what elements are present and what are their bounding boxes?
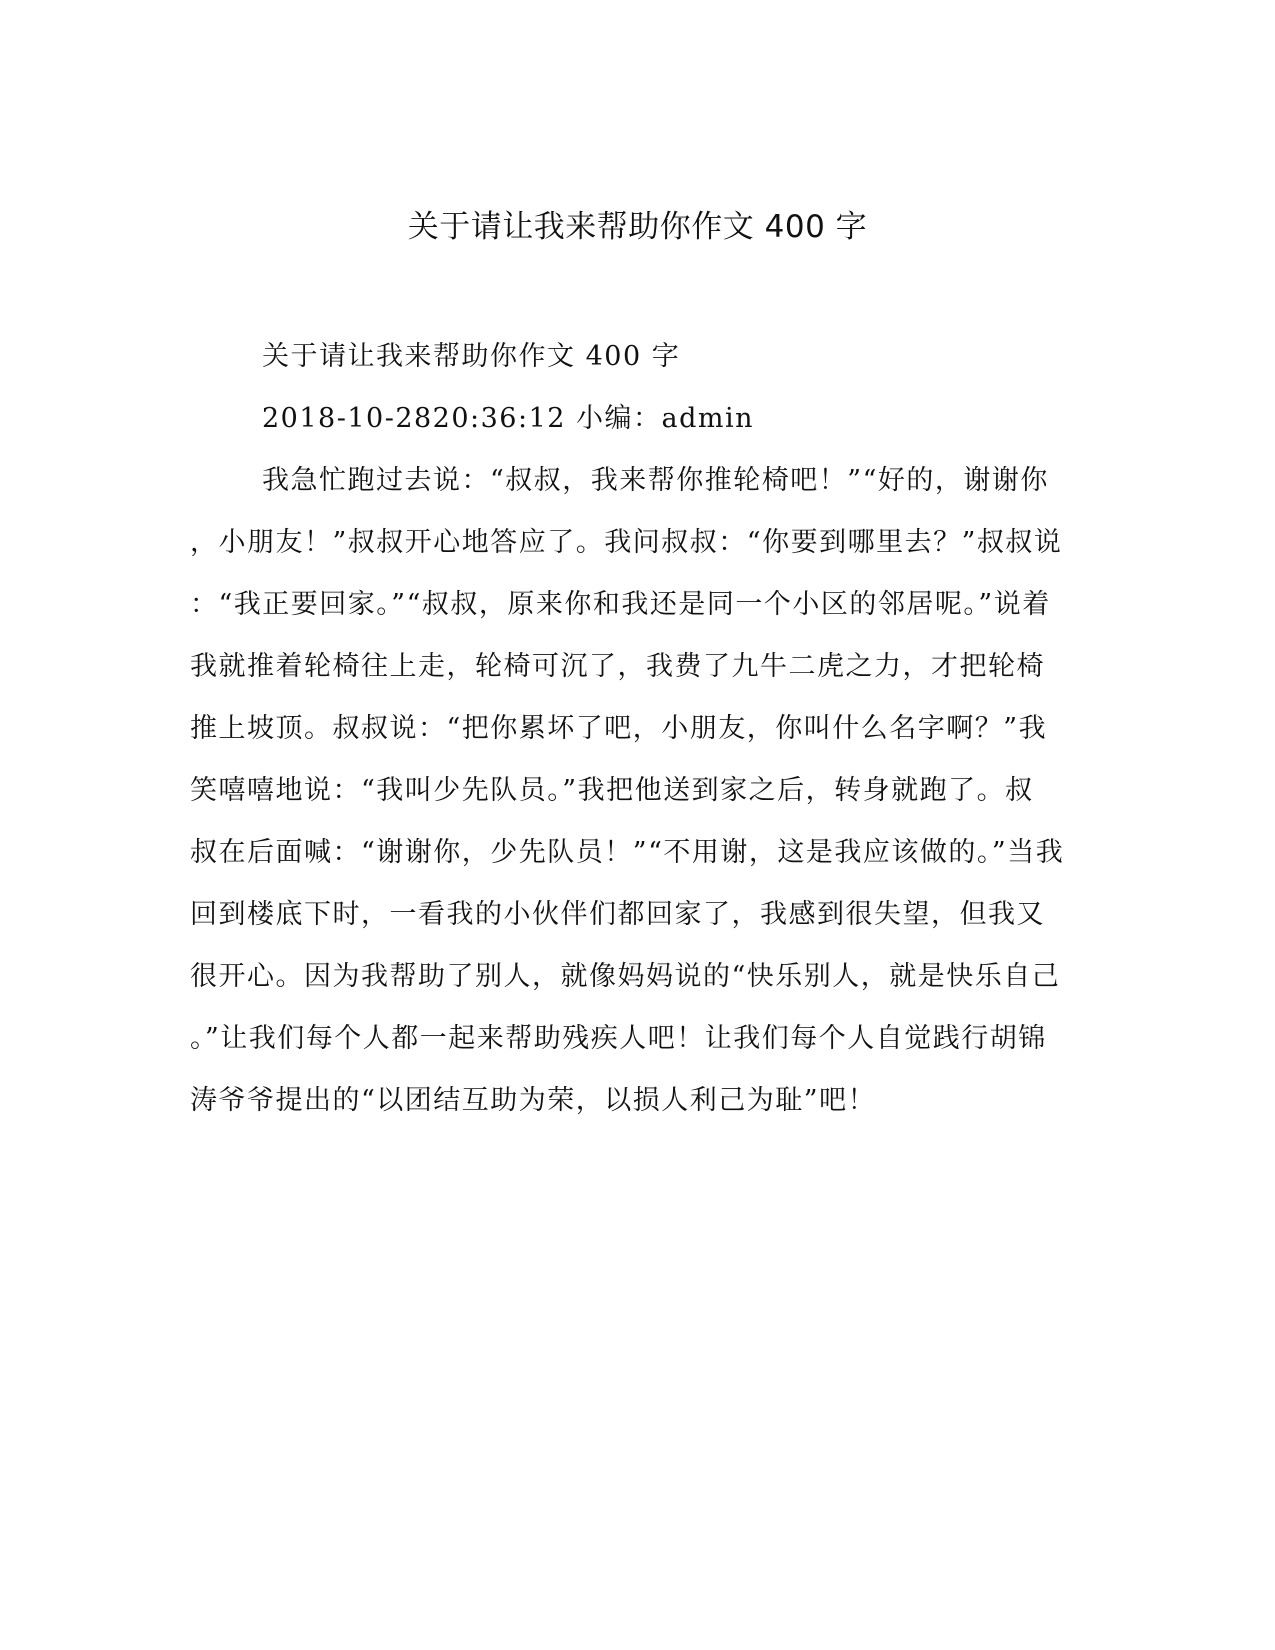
body-line: 很开心。因为我帮助了别人，就像妈妈说的“快乐别人，就是快乐自己	[190, 961, 1061, 992]
subtitle-line: 关于请让我来帮助你作文 400 字	[262, 341, 681, 372]
body-line: 我急忙跑过去说：“叔叔，我来帮你推轮椅吧！”“好的，谢谢你	[262, 465, 1049, 496]
body-line: 推上坡顶。叔叔说：“把你累坏了吧，小朋友，你叫什么名字啊？”我	[190, 713, 1048, 744]
body-line: 。”让我们每个人都一起来帮助残疾人吧！让我们每个人自觉践行胡锦	[190, 1023, 1047, 1054]
body-line: 涛爷爷提出的“以团结互助为荣，以损人利己为耻”吧！	[190, 1085, 877, 1116]
document-title: 关于请让我来帮助你作文 400 字	[407, 209, 868, 245]
body-line: ，小朋友！”叔叔开心地答应了。我问叔叔：“你要到哪里去？”叔叔说	[190, 527, 1063, 558]
body-line: 回到楼底下时，一看我的小伙伴们都回家了，我感到很失望，但我又	[190, 899, 1045, 930]
body-line: 笑嘻嘻地说：“我叫少先队员。”我把他送到家之后，转身就跑了。叔	[190, 775, 1034, 806]
body-line: ：“我正要回家。”“叔叔，原来你和我还是同一个小区的邻居呢。”说着	[190, 589, 1051, 620]
body-line: 叔在后面喊：“谢谢你，少先队员！”“不用谢，这是我应该做的。”当我	[190, 837, 1065, 868]
document-body	[190, 326, 1090, 1132]
body-line: 我就推着轮椅往上走，轮椅可沉了，我费了九牛二虎之力，才把轮椅	[190, 651, 1045, 682]
meta-line: 2018-10-2820:36:12 小编：admin	[262, 403, 755, 434]
